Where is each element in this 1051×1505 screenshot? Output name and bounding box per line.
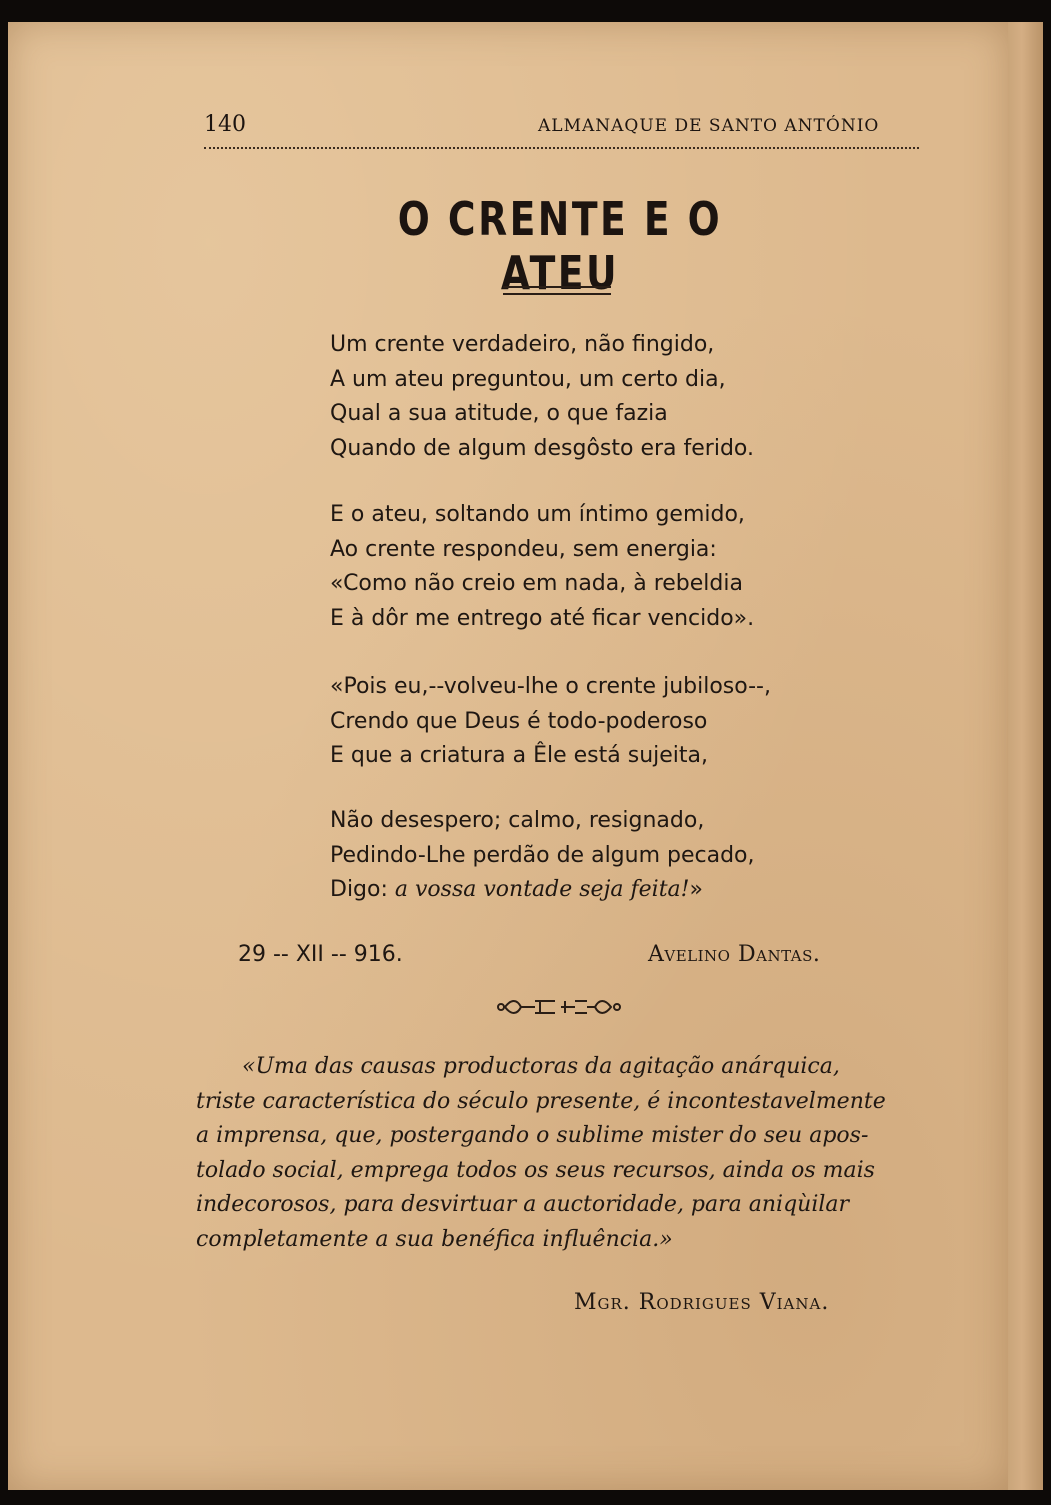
ornament-divider-icon xyxy=(495,996,625,1018)
running-title: ALMANAQUE DE SANTO ANTÓNIO xyxy=(538,116,880,136)
poem-title: O CRENTE E O ATEU xyxy=(397,192,723,300)
quote-block xyxy=(196,1050,916,1257)
quote-line: triste característica do século presente, é incontestavelmente xyxy=(196,1088,886,1114)
verse-text: Digo: xyxy=(330,877,395,902)
poem-date: 29 -- XII -- 916. xyxy=(238,942,403,967)
verse-line: Ao crente respondeu, sem energia: xyxy=(330,536,717,562)
verse-line-final xyxy=(330,873,810,908)
page-edge xyxy=(1008,22,1043,1490)
quote-line: tolado social, emprega todos os seus recursos, ainda os mais xyxy=(196,1157,875,1183)
title-rule-bottom xyxy=(503,293,611,295)
verse-line: Qual a sua atitude, o que fazia xyxy=(330,401,668,426)
page-number: 140 xyxy=(204,112,246,137)
verse-line: Um crente verdadeiro, não fingido, xyxy=(330,332,715,357)
stanza-1 xyxy=(330,328,810,466)
verse-line: «Como não creio em nada, à rebeldia xyxy=(330,571,743,596)
verse-line: Não desespero; calmo, resignado, xyxy=(330,808,705,833)
header-divider xyxy=(204,147,919,149)
closing-quote: » xyxy=(689,877,703,902)
title-rule-top xyxy=(503,286,611,288)
poem-author: Avelino Dantas. xyxy=(648,942,821,967)
verse-line: Crendo que Deus é todo-poderoso xyxy=(330,708,708,734)
verse-line: E o ateu, soltando um íntimo gemido, xyxy=(330,502,745,527)
verse-line: Quando de algum desgôsto era ferido. xyxy=(330,435,754,461)
verse-italic-text: a vossa vontade seja feita! xyxy=(394,877,690,902)
quote-line: completamente a sua benéfica influência.» xyxy=(196,1226,673,1252)
verse-line: Pedindo-Lhe perdão de algum pecado, xyxy=(330,842,755,868)
verse-line: A um ateu preguntou, um certo dia, xyxy=(330,366,726,392)
stanza-4 xyxy=(330,804,810,908)
stanza-2 xyxy=(330,498,810,636)
quote-line: indecorosos, para desvirtuar a auctoridade, para aniqùilar xyxy=(196,1192,850,1217)
stanza-3 xyxy=(330,670,810,774)
verse-line: E à dôr me entrego até ficar vencido». xyxy=(330,605,755,631)
quote-line: a imprensa, que, postergando o sublime mister do seu apos- xyxy=(196,1123,869,1148)
quote-line: «Uma das causas productoras da agitação anárquica, xyxy=(242,1054,840,1079)
verse-line: E que a criatura a Êle está sujeita, xyxy=(330,743,709,768)
verse-line: «Pois eu,--volveu-lhe o crente jubiloso--, xyxy=(330,674,771,699)
quote-author: Mgr. Rodrigues Viana. xyxy=(574,1290,830,1315)
